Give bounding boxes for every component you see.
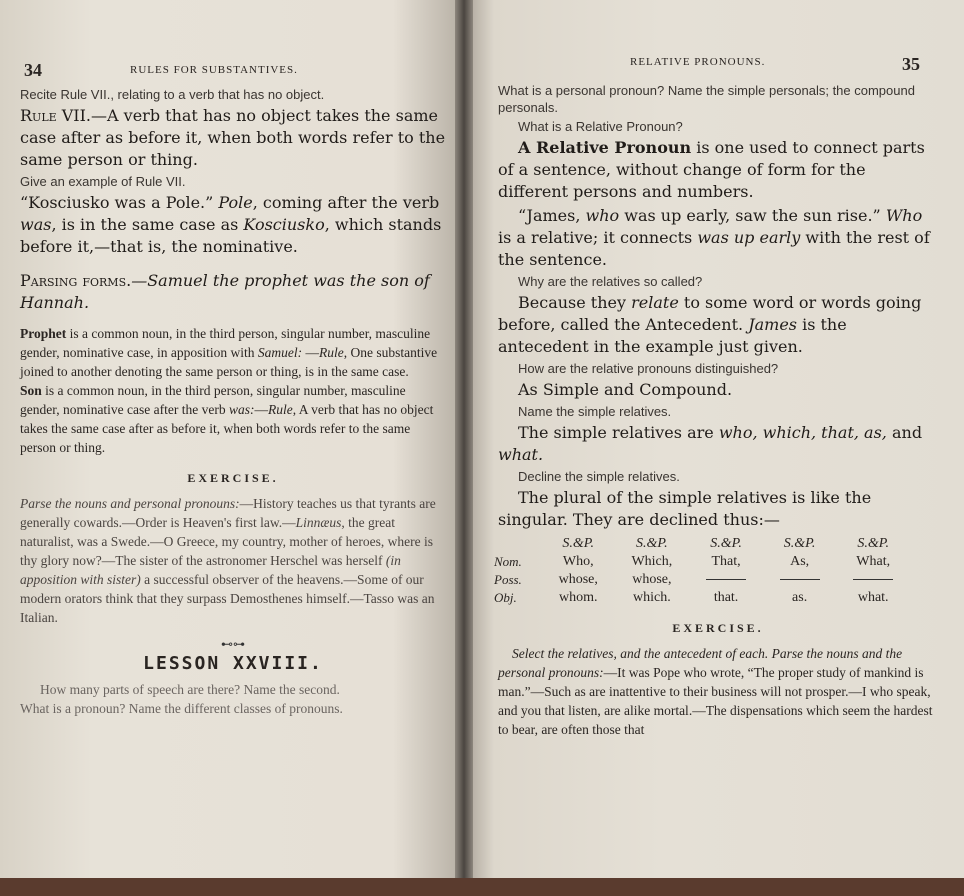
- ornament-divider: ⊷⊶: [221, 637, 245, 651]
- question-why-called: Why are the relatives so called?: [518, 274, 703, 289]
- case-label: Nom.: [494, 554, 522, 569]
- rule-seven: Rule VII.—A verb that has no object takes the same case after as before it, when both words refer to the same person or thing.: [20, 106, 446, 169]
- james-example: “James, who was up early, saw the sun rise.” Who is a relative; it connects was up early with the rest of the sentence.: [498, 206, 930, 269]
- left-page-number: 34: [24, 60, 42, 80]
- dash-rule: [780, 579, 820, 580]
- left-page-header: [20, 60, 446, 86]
- question-recite-rule: Recite Rule VII., relating to a verb that has no object.: [20, 87, 325, 102]
- declension-header-cell: S.&P.: [857, 536, 890, 551]
- declension-cell: As,: [790, 554, 810, 569]
- declension-cell: what.: [857, 590, 889, 605]
- dash-rule: [706, 579, 746, 580]
- lesson-question-1: How many parts of speech are there? Name the second.: [40, 682, 340, 697]
- declension-cell: Which,: [631, 554, 673, 569]
- because-relate: Because they relate to some word or words going before, called the Antecedent. James is the antecedent in the example just given.: [498, 293, 922, 356]
- declension-row-obj: [490, 589, 910, 607]
- right-exercise-heading: EXERCISE.: [672, 621, 764, 635]
- right-page-header: [498, 42, 938, 82]
- dash-rule: [853, 579, 893, 580]
- case-label: Obj.: [494, 590, 517, 605]
- right-page-number: 35: [902, 54, 920, 74]
- declension-cell: whom.: [558, 590, 598, 605]
- declension-header-cell: S.&P.: [636, 536, 668, 551]
- declension-cell: Who,: [562, 554, 594, 569]
- question-personal-pronoun: What is a personal pronoun? Name the simple personals; the compound personals.: [498, 83, 915, 115]
- rule-example: “Kosciusko was a Pole.” Pole, coming after the verb was, is in the same case as Kosciusko, which stands before it,—that is, the nominative.: [20, 193, 442, 256]
- declension-cell: which.: [633, 590, 671, 605]
- declension-table: [490, 535, 910, 607]
- lesson-question-2: What is a pronoun? Name the different classes of pronouns.: [20, 701, 343, 716]
- declension-empty-cell: [689, 571, 763, 589]
- declension-row-poss: [490, 571, 910, 589]
- right-running-head: RELATIVE PRONOUNS.: [630, 56, 766, 68]
- declension-row-nom: [490, 553, 910, 571]
- declension-header-row: [490, 535, 910, 553]
- case-label: Poss.: [494, 572, 522, 587]
- parsing-prophet: Prophet is a common noun, in the third person, singular number, masculine gender, nominative case, in apposition with Samuel: —Rule, One substantive joined to another denoting the same person or thing, is in the same case.: [20, 326, 438, 379]
- declension-cell: What,: [856, 554, 891, 569]
- declension-empty-cell: [836, 571, 910, 589]
- left-exercise-heading: EXERCISE.: [187, 471, 279, 485]
- declension-header-cell: S.&P.: [562, 536, 595, 551]
- plural-statement: The plural of the simple relatives is like the singular. They are declined thus:—: [498, 488, 872, 529]
- question-name-simple: Name the simple relatives.: [518, 404, 672, 419]
- declension-cell: as.: [792, 590, 808, 605]
- book-cover-edge: [0, 878, 964, 896]
- declension-cell: that.: [713, 590, 739, 605]
- left-page: [0, 0, 462, 880]
- left-running-head: RULES FOR SUBSTANTIVES.: [130, 64, 298, 76]
- declension-header-cell: S.&P.: [710, 536, 742, 551]
- declension-cell: whose,: [558, 572, 598, 587]
- question-relative-pronoun: What is a Relative Pronoun?: [518, 119, 683, 134]
- book-gutter: [455, 0, 473, 896]
- answer-distinguished: As Simple and Compound.: [518, 380, 733, 399]
- left-exercise-text: Parse the nouns and personal pronouns:—History teaches us that tyrants are generally cowards.—Order is Heaven's first law.—Linnæus, the great naturalist, was a Swede.—O Greece, my country, mother of heroes, where is thy glory now?—The sister of the astronomer Herschel was herself (in apposition with sister) a successful observer of the heavens.—Some of our modern orators think that they surpass Demosthenes himself.—Tasso was an Italian.: [20, 496, 436, 625]
- parsing-forms: Parsing forms.—Samuel the prophet was the son of Hannah.: [20, 271, 430, 312]
- lesson-heading: LESSON XXVIII.: [143, 653, 323, 674]
- right-page: [464, 0, 964, 880]
- right-exercise-text: Select the relatives, and the antecedent of each. Parse the nouns and the personal pronouns:—It was Pope who wrote, “The proper study of mankind is man.”—Such as are inattentive to their business will not prosper.—I who speak, and you that listen, are alike mortal.—The dispensations which seem the hardest to bear, are often those that: [498, 646, 933, 737]
- question-decline: Decline the simple relatives.: [518, 469, 680, 484]
- relative-definition: A Relative Pronoun is one used to connect parts of a sentence, without change of form for the different persons and numbers.: [498, 138, 925, 201]
- declension-header-cell: S.&P.: [783, 536, 816, 551]
- parsing-son: Son is a common noun, in the third person, singular number, masculine gender, nominative case after the verb was:—Rule, A verb that has no object takes the same case after as before it, when both words refer to the same person or thing.: [20, 383, 434, 455]
- declension-cell: whose,: [632, 572, 672, 587]
- declension-cell: That,: [711, 554, 741, 569]
- declension-empty-cell: [763, 571, 837, 589]
- question-distinguished: How are the relative pronouns distinguished?: [518, 361, 779, 376]
- simple-relatives: The simple relatives are who, which, that, as, and what.: [498, 423, 923, 464]
- question-give-example: Give an example of Rule VII.: [20, 174, 186, 189]
